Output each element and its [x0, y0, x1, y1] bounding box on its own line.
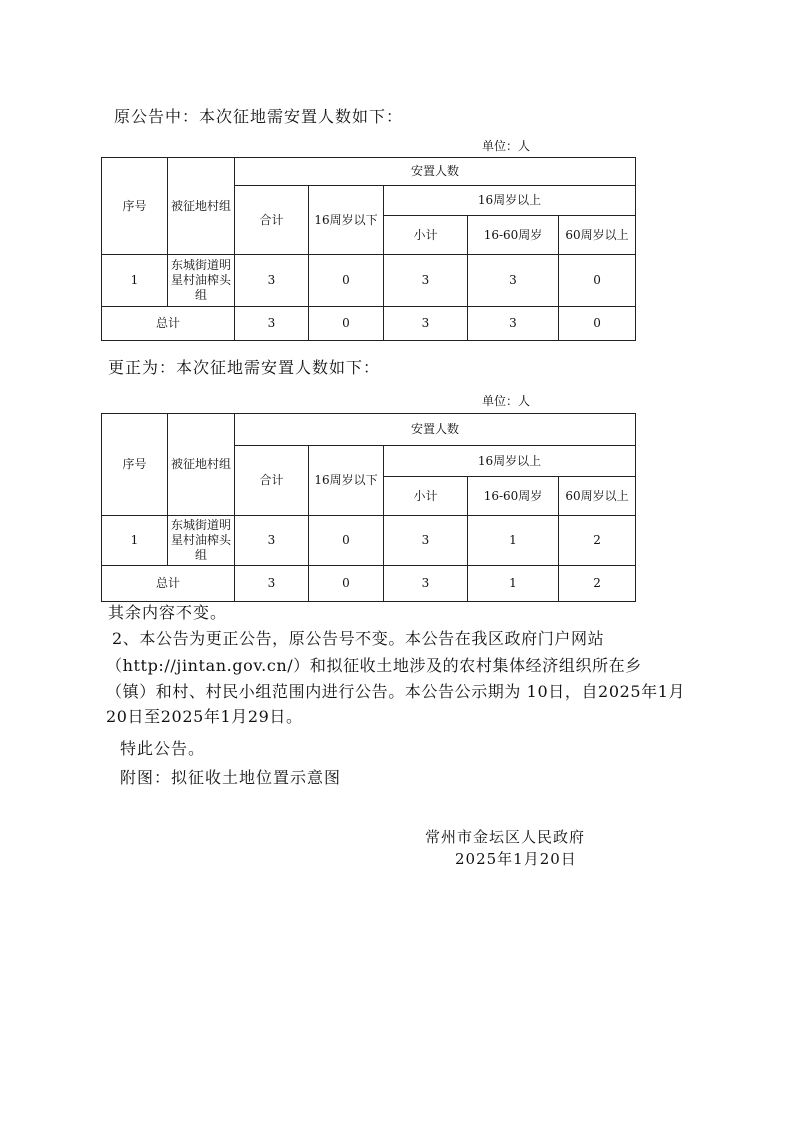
- header-resettle: 安置人数: [235, 158, 636, 186]
- table-row: [102, 255, 636, 307]
- item2-line: 20日至2025年1月29日。: [106, 707, 303, 726]
- cell-seq: 1: [102, 255, 168, 307]
- cell-age16-60: 1: [468, 516, 559, 566]
- cell-sum-under16: 0: [309, 566, 384, 602]
- attachment-text: 附图：拟征收土地位置示意图: [120, 768, 342, 787]
- table-sum-row: [102, 307, 636, 341]
- item2-line: 2、本公告为更正公告，原公告号不变。本公告在我区政府门户网站: [112, 629, 605, 648]
- cell-age16-60: 3: [468, 255, 559, 307]
- unit-label: 单位：人: [482, 394, 531, 408]
- cell-village: 东城街道明星村油榨头组: [168, 516, 235, 566]
- signature-org: 常州市金坛区人民政府: [425, 828, 586, 846]
- cell-total: 3: [235, 255, 309, 307]
- header-over16: 16周岁以上: [384, 446, 636, 477]
- cell-over60: 2: [559, 516, 636, 566]
- cell-sum-total: 3: [235, 566, 309, 602]
- unit-label: 单位：人: [482, 139, 531, 153]
- header-subtotal: 小计: [384, 477, 468, 516]
- table-sum-row: [102, 566, 636, 602]
- cell-subtotal: 3: [384, 255, 468, 307]
- cell-sum-subtotal: 3: [384, 566, 468, 602]
- header-over60: 60周岁以上: [559, 216, 636, 255]
- table-row: [102, 516, 636, 566]
- cell-sum-subtotal: 3: [384, 307, 468, 341]
- unchanged-note: 其余内容不变。: [108, 603, 228, 622]
- header-total: 合计: [235, 446, 309, 516]
- signature-date: 2025年1月20日: [455, 850, 577, 868]
- cell-total: 3: [235, 516, 309, 566]
- intro-original: 原公告中：本次征地需安置人数如下：: [114, 107, 404, 126]
- header-subtotal: 小计: [384, 216, 468, 255]
- header-seq: 序号: [102, 414, 168, 516]
- cell-sum-age16-60: 1: [468, 566, 559, 602]
- cell-sum-under16: 0: [309, 307, 384, 341]
- table-corrected: [101, 413, 636, 602]
- cell-sum-label: 总计: [102, 566, 235, 602]
- header-over60: 60周岁以上: [559, 477, 636, 516]
- cell-over60: 0: [559, 255, 636, 307]
- cell-under16: 0: [309, 516, 384, 566]
- header-village: 被征地村组: [168, 158, 235, 255]
- header-age16-60: 16-60周岁: [468, 216, 559, 255]
- cell-sum-total: 3: [235, 307, 309, 341]
- cell-village: 东城街道明星村油榨头组: [168, 255, 235, 307]
- cell-sum-over60: 0: [559, 307, 636, 341]
- header-resettle: 安置人数: [235, 414, 636, 446]
- cell-under16: 0: [309, 255, 384, 307]
- cell-sum-age16-60: 3: [468, 307, 559, 341]
- table-original: [101, 157, 636, 341]
- header-total: 合计: [235, 186, 309, 255]
- header-seq: 序号: [102, 158, 168, 255]
- header-under16: 16周岁以下: [309, 186, 384, 255]
- header-age16-60: 16-60周岁: [468, 477, 559, 516]
- closing-text: 特此公告。: [120, 739, 206, 758]
- cell-sum-over60: 2: [559, 566, 636, 602]
- cell-seq: 1: [102, 516, 168, 566]
- header-village: 被征地村组: [168, 414, 235, 516]
- item2-line: （镇）和村、村民小组范围内进行公告。本公告公示期为 10日，自2025年1月: [106, 682, 686, 701]
- cell-subtotal: 3: [384, 516, 468, 566]
- cell-sum-label: 总计: [102, 307, 235, 341]
- header-over16: 16周岁以上: [384, 186, 636, 216]
- header-under16: 16周岁以下: [309, 446, 384, 516]
- item2-line: （http://jintan.gov.cn/）和拟征收土地涉及的农村集体经济组织所在乡: [106, 656, 642, 675]
- intro-corrected: 更正为：本次征地需安置人数如下：: [108, 358, 381, 377]
